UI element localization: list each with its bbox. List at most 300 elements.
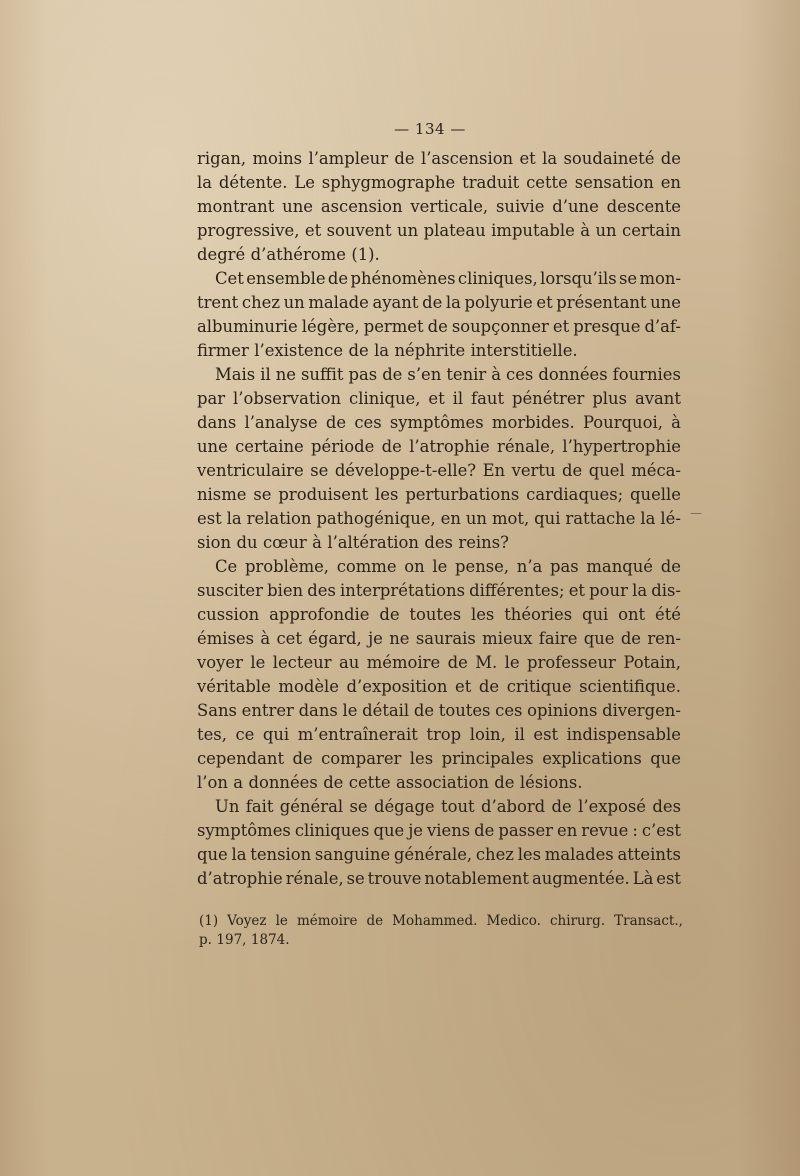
word: à	[260, 629, 271, 648]
word: firmer	[197, 341, 249, 360]
word: une	[650, 293, 681, 312]
word: la	[445, 293, 461, 312]
word: degré	[197, 245, 246, 264]
word: détente.	[218, 173, 288, 192]
word: Le	[294, 173, 315, 192]
word: que	[583, 629, 615, 648]
word: la	[542, 149, 558, 168]
word: d’exposition	[346, 677, 448, 696]
word: été	[655, 605, 681, 624]
word: une	[282, 197, 313, 216]
word: véritable	[197, 677, 271, 696]
word: descente	[606, 197, 681, 216]
word: ces	[495, 701, 523, 720]
word: ren-	[647, 629, 681, 648]
word: cette	[526, 173, 568, 192]
word: de	[620, 629, 642, 648]
word: faut	[471, 389, 505, 408]
word: s’en	[407, 365, 442, 384]
word: bien	[267, 581, 304, 600]
word: ayant	[372, 293, 419, 312]
word: et	[428, 389, 445, 408]
word: association	[395, 773, 489, 792]
word: méca-	[631, 461, 681, 480]
word: se	[349, 797, 368, 816]
word: 1874.	[250, 932, 290, 948]
word: données	[538, 365, 608, 384]
word: et	[568, 581, 585, 600]
word: qui	[262, 725, 290, 744]
footnote	[199, 912, 683, 950]
word: un	[283, 293, 305, 312]
word: que	[650, 749, 681, 768]
word: Transact.,	[614, 913, 683, 929]
word: émises	[197, 629, 255, 648]
word: Potain,	[623, 653, 681, 672]
word: ne	[389, 629, 410, 648]
word: le	[342, 701, 358, 720]
word: de	[551, 797, 572, 816]
word: qui	[534, 509, 561, 528]
word: se	[253, 485, 272, 504]
word: de	[413, 701, 435, 720]
word: n’a	[516, 557, 543, 576]
word: malade	[308, 293, 369, 312]
word: manqué	[586, 557, 654, 576]
word: soudaineté	[563, 149, 655, 168]
word: notablement	[424, 869, 530, 888]
word: plateau	[423, 221, 486, 240]
word: ce	[235, 725, 255, 744]
word: susciter	[197, 581, 263, 600]
word: générale,	[393, 845, 473, 864]
word: se	[346, 869, 365, 888]
word: Ce	[215, 557, 238, 576]
word: interprétations	[340, 581, 465, 600]
word: 197,	[216, 932, 247, 948]
word: d’abord	[481, 797, 546, 816]
text-line	[197, 459, 681, 483]
word: d’atrophie	[197, 869, 283, 888]
word: dis-	[651, 581, 681, 600]
word: est	[656, 869, 681, 888]
word: quel	[588, 461, 625, 480]
word: trop	[426, 725, 462, 744]
word: chez	[475, 845, 514, 864]
word: de	[381, 437, 402, 456]
word: sphygmographe	[321, 173, 456, 192]
word: la	[374, 341, 390, 360]
text-line	[197, 555, 681, 579]
word: de	[382, 365, 403, 384]
word: la	[231, 845, 247, 864]
word: mémoire	[296, 913, 358, 929]
word: de	[348, 341, 369, 360]
word: albuminurie	[197, 317, 298, 336]
word: montrant	[197, 197, 275, 216]
word: et	[536, 293, 553, 312]
word: le	[504, 653, 520, 672]
word: lé-	[660, 509, 681, 528]
word: ces	[354, 413, 382, 432]
text-line	[197, 531, 681, 555]
word: l’analyse	[244, 413, 318, 432]
word: scientifique.	[579, 677, 681, 696]
word: de	[394, 149, 415, 168]
word: les	[409, 749, 434, 768]
word: du	[236, 533, 258, 552]
word: que	[197, 845, 228, 864]
word: un	[465, 509, 487, 528]
text-line	[197, 867, 681, 891]
word: et	[455, 677, 472, 696]
word: est	[197, 509, 222, 528]
text-line	[197, 579, 681, 603]
word: une	[197, 437, 228, 456]
word: et	[519, 149, 536, 168]
word: de	[474, 821, 495, 840]
word: fait	[245, 797, 274, 816]
word: chez	[241, 293, 280, 312]
word: pas	[348, 365, 378, 384]
word: M.	[475, 653, 498, 672]
word: saurais	[415, 629, 476, 648]
word: indispensable	[566, 725, 681, 744]
word: de	[323, 773, 344, 792]
word: est	[533, 725, 559, 744]
word: (1)	[199, 913, 219, 929]
word: suivie	[496, 197, 545, 216]
word: la	[197, 173, 213, 192]
word: pas	[550, 557, 579, 576]
word: ascension	[320, 197, 403, 216]
word: à	[671, 413, 681, 432]
word: d’af-	[644, 317, 681, 336]
word: sensation	[574, 173, 654, 192]
word: en	[660, 173, 681, 192]
word: et	[304, 221, 322, 240]
word: entrer	[241, 701, 294, 720]
word: progressive,	[197, 221, 300, 240]
word: général	[279, 797, 344, 816]
word: données	[248, 773, 318, 792]
word: avant	[634, 389, 681, 408]
word: l’on	[197, 773, 228, 792]
word: en	[440, 509, 461, 528]
text-line	[197, 267, 681, 291]
word: revue	[581, 821, 629, 840]
word: cette	[348, 773, 391, 792]
page-number: — 134 —	[394, 120, 466, 138]
word: mot,	[491, 509, 530, 528]
word: de	[660, 149, 681, 168]
word: :	[632, 821, 638, 840]
text-line	[197, 243, 681, 267]
word: Mohammed.	[392, 913, 478, 929]
word: rigan,	[197, 149, 247, 168]
text-line	[197, 819, 681, 843]
word: cliniques	[294, 821, 370, 840]
word: ont	[618, 605, 646, 624]
word: l’hypertrophie	[562, 437, 681, 456]
word: l’exposé	[578, 797, 646, 816]
word: de	[447, 653, 468, 672]
word: atteints	[617, 845, 681, 864]
text-line	[197, 435, 681, 459]
word: néphrite	[394, 341, 466, 360]
text-line	[197, 339, 681, 363]
word: perturbations	[405, 485, 520, 504]
word: suffit	[301, 365, 344, 384]
word: professeur	[527, 653, 616, 672]
text-line	[197, 843, 681, 867]
word: au	[338, 653, 360, 672]
text-line	[197, 627, 681, 651]
text-line	[197, 219, 681, 243]
word: quelle	[630, 485, 681, 504]
text-line	[197, 483, 681, 507]
word: phénomènes	[350, 269, 456, 288]
word: à	[580, 221, 591, 240]
text-line	[197, 747, 681, 771]
word: approfondie	[269, 605, 370, 624]
text-line	[197, 315, 681, 339]
word: pathogénique,	[316, 509, 436, 528]
word: relation	[246, 509, 312, 528]
word: toutes	[409, 605, 462, 624]
word: Voyez	[227, 913, 267, 929]
word: trouve	[367, 869, 422, 888]
text-line	[197, 651, 681, 675]
word: tes,	[197, 725, 227, 744]
text-line	[197, 195, 681, 219]
word: des	[424, 533, 453, 552]
word: il	[452, 389, 464, 408]
word: des	[652, 797, 681, 816]
word: certain	[622, 221, 681, 240]
word: critique	[506, 677, 572, 696]
word: cœur	[262, 533, 307, 552]
word: faire	[538, 629, 578, 648]
word: un	[397, 221, 419, 240]
word: je	[408, 821, 423, 840]
word: l’ampleur	[308, 149, 389, 168]
word: symptômes	[197, 821, 291, 840]
word: les	[470, 605, 495, 624]
word: principales	[441, 749, 534, 768]
text-line	[197, 699, 681, 723]
word: je	[368, 629, 383, 648]
word: ensemble	[246, 269, 326, 288]
word: tenir	[446, 365, 487, 384]
word: c’est	[641, 821, 681, 840]
word: de	[494, 773, 515, 792]
word: vertu	[511, 461, 556, 480]
word: que	[373, 821, 405, 840]
word: de	[562, 461, 583, 480]
word: de	[325, 413, 347, 432]
word: mieux	[482, 629, 533, 648]
word: le	[432, 557, 448, 576]
word: le	[250, 653, 266, 672]
word: nisme	[197, 485, 247, 504]
word: rénale,	[497, 437, 556, 456]
text-line	[197, 603, 681, 627]
word: comparer	[321, 749, 402, 768]
word: le	[275, 913, 288, 929]
word: divergen-	[602, 701, 681, 720]
word: Mais	[215, 365, 256, 384]
word: plus	[592, 389, 628, 408]
text-line	[197, 771, 681, 795]
word: symptômes	[389, 413, 484, 432]
word: cependant	[197, 749, 285, 768]
word: de	[292, 749, 313, 768]
text-line	[197, 363, 681, 387]
word: morbides.	[491, 413, 575, 432]
text-line	[197, 291, 681, 315]
word: de	[327, 269, 349, 288]
word: détail	[362, 701, 410, 720]
word: cet	[276, 629, 302, 648]
word: légère,	[301, 317, 360, 336]
word: l’existence	[254, 341, 344, 360]
word: pense,	[455, 557, 510, 576]
word: il	[260, 365, 271, 384]
word: clinique,	[349, 389, 421, 408]
text-line	[197, 171, 681, 195]
word: les	[517, 845, 542, 864]
word: à	[312, 533, 322, 552]
word: pour	[589, 581, 628, 600]
word: à	[491, 365, 502, 384]
word: En	[482, 461, 506, 480]
word: l’atrophie	[409, 437, 490, 456]
word: on	[404, 557, 425, 576]
word: l’ascension	[420, 149, 514, 168]
word: par	[197, 389, 226, 408]
word: la	[226, 509, 242, 528]
word: Pourquoi,	[582, 413, 663, 432]
word: mon-	[639, 269, 681, 288]
word: passer	[498, 821, 553, 840]
word: mémoire	[366, 653, 441, 672]
word: fournies	[612, 365, 681, 384]
text-line	[197, 795, 681, 819]
word: ne	[275, 365, 296, 384]
word: verticale,	[410, 197, 489, 216]
word: se	[619, 269, 638, 288]
word: souvent	[326, 221, 392, 240]
word: lecteur	[272, 653, 332, 672]
text-line	[197, 411, 681, 435]
word: augmentée.	[531, 869, 630, 888]
word: qui	[581, 605, 609, 624]
word: imputable	[491, 221, 575, 240]
text-line	[197, 723, 681, 747]
word: explications	[542, 749, 642, 768]
word: dans	[298, 701, 338, 720]
word: de	[478, 677, 500, 696]
word: comme	[336, 557, 397, 576]
word: sion	[197, 533, 232, 552]
word: opinions	[527, 701, 598, 720]
word: développe-t-elle?	[334, 461, 477, 480]
word: la	[632, 581, 648, 600]
word: ventriculaire	[197, 461, 304, 480]
word: permet	[363, 317, 424, 336]
word: cardiaques;	[526, 485, 624, 504]
word: de	[422, 293, 443, 312]
word: pénétrer	[511, 389, 585, 408]
footnote-line	[199, 931, 683, 950]
word: égard,	[308, 629, 362, 648]
word: trent	[197, 293, 239, 312]
word: cliniques,	[457, 269, 538, 288]
text-line	[197, 387, 681, 411]
word: lorsqu’ils	[540, 269, 617, 288]
word: dégage	[373, 797, 435, 816]
word: traduit	[462, 173, 520, 192]
word: soupçonner	[451, 317, 549, 336]
word: chirurg.	[550, 913, 606, 929]
word: Là	[632, 869, 654, 888]
word: se	[310, 461, 329, 480]
word: modèle	[278, 677, 339, 696]
word: presque	[573, 317, 641, 336]
word: rénale,	[285, 869, 344, 888]
word: moins	[252, 149, 303, 168]
word: tension	[250, 845, 312, 864]
word: d’une	[552, 197, 599, 216]
text-line	[197, 147, 681, 171]
word: polyurie	[464, 293, 533, 312]
word: et	[552, 317, 570, 336]
word: en	[557, 821, 578, 840]
word: Un	[215, 797, 240, 816]
word: tout	[441, 797, 475, 816]
word: produisent	[278, 485, 369, 504]
word: p.	[199, 932, 212, 948]
footnote-line	[199, 912, 683, 931]
word: l’observation	[233, 389, 342, 408]
word: des	[307, 581, 336, 600]
word: les	[375, 485, 399, 504]
word: cussion	[197, 605, 260, 624]
word: m’entraînerait	[297, 725, 418, 744]
word: certaine	[235, 437, 304, 456]
body-text	[197, 147, 681, 891]
word: de	[427, 317, 448, 336]
word: il	[514, 725, 525, 744]
word: interstitielle.	[470, 341, 578, 360]
margin-mark: —	[690, 506, 702, 520]
word: lésions.	[519, 773, 583, 792]
word: dans	[197, 413, 237, 432]
word: malades	[544, 845, 614, 864]
word: Sans	[197, 701, 237, 720]
word: différentes;	[469, 581, 565, 600]
word: théories	[504, 605, 573, 624]
word: a	[233, 773, 244, 792]
word: la	[640, 509, 656, 528]
text-line	[197, 675, 681, 699]
word: d’athérome	[250, 245, 346, 264]
text-line	[197, 507, 681, 531]
word: de	[660, 557, 681, 576]
word: un	[595, 221, 617, 240]
word: présentant	[556, 293, 647, 312]
